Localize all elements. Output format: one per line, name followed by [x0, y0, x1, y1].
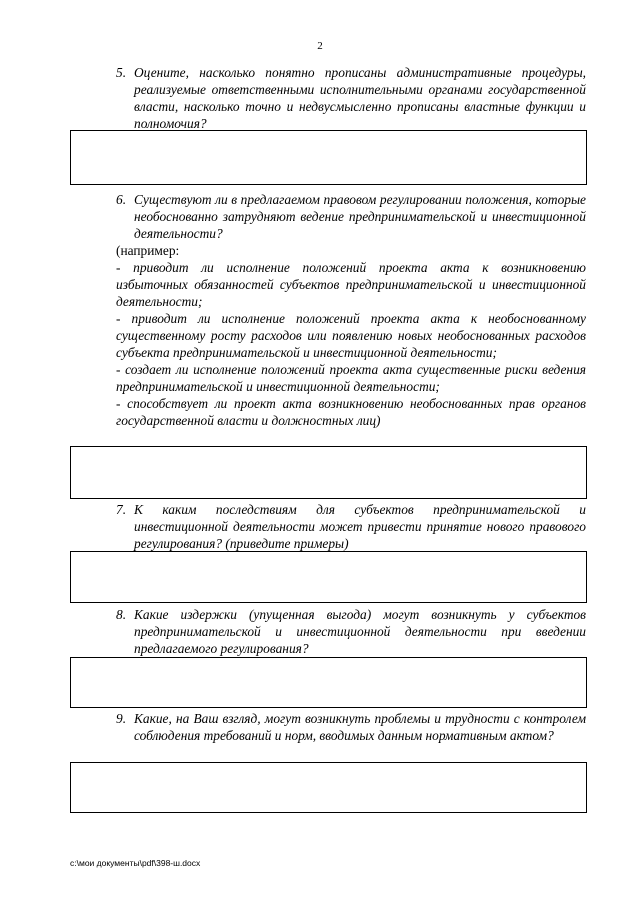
question-6-bullet-1: - приводит ли исполнение положений проекта акта к возникновению избыточных обязанностей субъектов предпринимательской и инвестиционной деятельности;: [116, 260, 586, 309]
question-9-text: [116, 710, 586, 744]
question-9: [116, 710, 586, 744]
question-6-number: 6.: [116, 192, 127, 207]
question-6-body: Существуют ли в предлагаемом правовом регулировании положения, которые необоснованно затрудняют ведение предпринимательской и инвестиционной деятельности?: [134, 192, 586, 241]
answer-box-8[interactable]: [70, 657, 587, 708]
question-7-text: [116, 501, 586, 552]
answer-box-5[interactable]: [70, 130, 587, 185]
answer-box-9[interactable]: [70, 762, 587, 813]
question-6-note-open: (например:: [116, 243, 180, 258]
page-number: 2: [317, 40, 323, 52]
answer-box-6[interactable]: [70, 446, 587, 499]
question-6-bullet-3: - создает ли исполнение положений проекта акта существенные риски ведения предпринимательской и инвестиционной деятельности;: [116, 362, 586, 394]
question-7-body: К каким последствиям для субъектов предпринимательской и инвестиционной деятельности может привести принятие нового правового регулирования? (приведите примеры): [134, 502, 586, 551]
question-8-number: 8.: [116, 607, 127, 622]
question-5-body: Оцените, насколько понятно прописаны административные процедуры, реализуемые ответственными исполнительными органами государственной власти, насколько точно и недвусмысленно прописаны властные функции и полномочия?: [134, 65, 586, 131]
question-8-body: Какие издержки (упущенная выгода) могут возникнуть у субъектов предпринимательской и инвестиционной деятельности при введении предлагаемого регулирования?: [134, 607, 586, 656]
question-9-number: 9.: [116, 711, 127, 726]
question-7-number: 7.: [116, 502, 127, 517]
question-6-bullet-4: - способствует ли проект акта возникновению необоснованных прав органов государственной власти и должностных лиц): [116, 396, 586, 428]
question-5: [116, 64, 586, 132]
footer-file-path: c:\мои документы\pdf\398-ш.docx: [70, 858, 201, 868]
question-8-text: [116, 606, 586, 657]
question-6: [116, 191, 586, 429]
question-7: [116, 501, 586, 552]
question-5-text: [116, 64, 586, 132]
question-8: [116, 606, 586, 657]
question-6-bullet-2: - приводит ли исполнение положений проекта акта к необоснованному существенному росту расходов или появлению новых необоснованных расходов субъекта предпринимательской и инвестиционной деятельности;: [116, 311, 586, 360]
answer-box-7[interactable]: [70, 551, 587, 603]
question-6-text: [116, 191, 586, 242]
question-5-number: 5.: [116, 65, 127, 80]
question-9-body: Какие, на Ваш взгляд, могут возникнуть проблемы и трудности с контролем соблюдения требований и норм, вводимых данным нормативным актом?: [134, 711, 586, 743]
